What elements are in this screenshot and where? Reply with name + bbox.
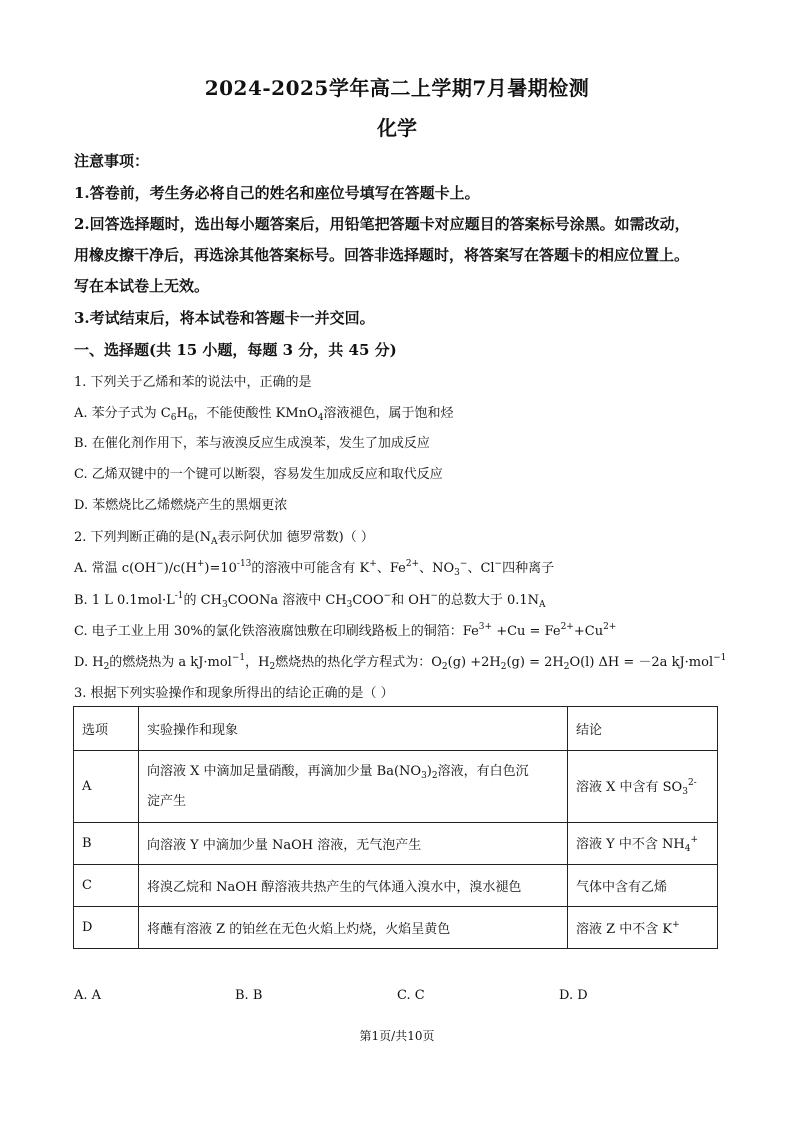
exam-subject: 化学 [377, 116, 417, 140]
q2-option-b: B. 1 L $0.1mol\cdot L^{-1}$的 $CH_3COONa$ 溶液中 $CH_3COO^-$和 OH−的总数大于 $0.1N_A$ [74, 591, 546, 610]
notice-item-2-line2: 用橡皮擦干净后，再选涂其他答案标号。回答非选择题时，将答案写在答题卡的相应位置上。 [74, 246, 690, 264]
q1-option-d: D. 苯燃烧比乙烯燃烧产生的黑烟更浓 [74, 498, 288, 513]
q3-stem: 3. 根据下列实验操作和现象所得出的结论正确的是（ ） [74, 686, 394, 701]
row-d-operation: 将蘸有溶液 Z 的铂丝在无色火焰上灼烧，火焰呈黄色 [139, 907, 568, 949]
row-c-option: C [74, 865, 139, 907]
notice-item-1: 1.答卷前，考生务必将自己的姓名和座位号填写在答题卡上。 [74, 184, 480, 202]
section-heading: 一、选择题(共 15 小题，每题 3 分，共 45 分) [74, 341, 397, 359]
row-a-option: A [74, 751, 139, 823]
q1-option-b: B. 在催化剂作用下，苯与液溴反应生成溴苯，发生了加成反应 [74, 436, 430, 451]
table-row [74, 751, 718, 823]
q3-choice-c: C. C [397, 988, 425, 1003]
header-conclusion: 结论 [568, 707, 718, 751]
row-d-conclusion: 溶液 Z 中不含 K+ [568, 907, 718, 949]
notice-heading: 注意事项： [74, 152, 150, 170]
q1-option-c: C. 乙烯双键中的一个键可以断裂，容易发生加成反应和取代反应 [74, 467, 443, 482]
page-number: 第1页/共10页 [359, 1029, 435, 1043]
q1-option-a: A. 苯分子式为 $C_6H_6$，不能使酸性 KMnO$_4$溶液褪色，属于饱和烃 [74, 406, 454, 423]
row-b-conclusion: 溶液 Y 中不含 $NH_4^+$ [568, 823, 718, 865]
q3-choice-d: D. D [559, 988, 588, 1003]
row-c-operation: 将溴乙烷和 NaOH 醇溶液共热产生的气体通入溴水中，溴水褪色 [139, 865, 568, 907]
table-row [74, 865, 718, 907]
table-header-row [74, 707, 718, 751]
q2-option-c: C. 电子工业上用 30%的氯化铁溶液腐蚀敷在印刷线路板上的铜箔：$Fe^{3+} +Cu = Fe^{2+}+Cu^{2+}$ [74, 622, 617, 639]
q2-option-d: D. $H_2$的燃烧热为 a kJ·mol$^{-1}$，$H_2$燃烧热的热化学方程式为：$O_2(g) +2H_2(g) = 2H_2O(l) \Delta H = -2a$ kJ·mol$^{-1}$ [74, 653, 727, 672]
row-c-conclusion: 气体中含有乙烯 [568, 865, 718, 907]
table-row [74, 907, 718, 949]
row-b-option: B [74, 823, 139, 865]
table-row [74, 823, 718, 865]
notice-item-3: 3.考试结束后，将本试卷和答题卡一并交回。 [74, 309, 375, 327]
row-a-operation: 向溶液 X 中滴加足量硝酸，再滴加少量 $Ba(NO_3)_2$溶液，有白色沉 淀产生 [139, 751, 568, 823]
row-d-option: D [74, 907, 139, 949]
notice-item-2-line3: 写在本试卷上无效。 [74, 277, 210, 295]
q3-choice-a: A. A [74, 988, 102, 1003]
q1-stem: 1. 下列关于乙烯和苯的说法中，正确的是 [74, 375, 312, 390]
row-b-operation: 向溶液 Y 中滴加少量 NaOH 溶液，无气泡产生 [139, 823, 568, 865]
q2-option-a: A. 常温 $c(OH^-)/c(H^+)=10^{-13}$的溶液中可能含有 K+、$Fe^{2+}$、$NO_3^-$、Cl−四种离子 [74, 559, 555, 578]
q3-table [73, 706, 718, 949]
q3-choice-b: B. B [235, 988, 263, 1003]
row-a-conclusion: 溶液 X 中含有 $SO_3^{2-}$ [568, 751, 718, 823]
q2-stem: 2. 下列判断正确的是($N_A$表示阿伏加 德罗常数)（ ） [74, 530, 374, 547]
exam-title: 2024-2025学年高二上学期7月暑期检测 [204, 76, 590, 100]
notice-item-2-line1: 2.回答选择题时，选出每小题答案后，用铅笔把答题卡对应题目的答案标号涂黑。如需改动， [74, 215, 690, 233]
header-option: 选项 [74, 707, 139, 751]
header-operation: 实验操作和现象 [139, 707, 568, 751]
